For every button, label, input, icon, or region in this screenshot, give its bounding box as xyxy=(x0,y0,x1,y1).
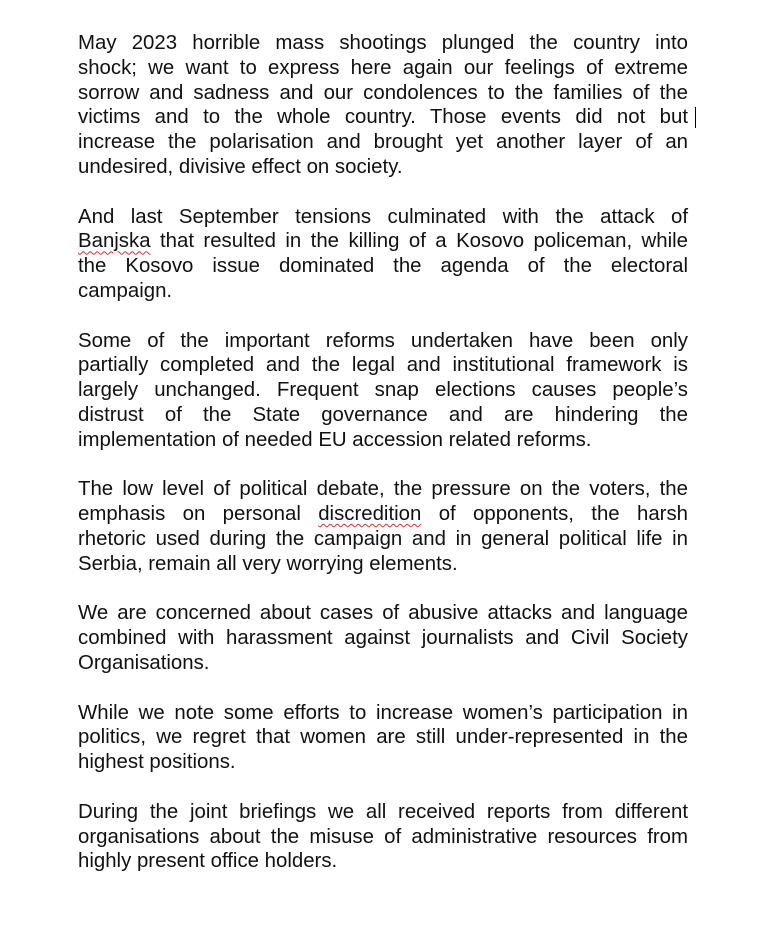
text-line: Some of the important reforms undertaken have been only xyxy=(78,329,688,352)
paragraph-shootings xyxy=(78,31,688,180)
text-line: Organisations. xyxy=(78,651,210,674)
text-line: campaign. xyxy=(78,279,173,302)
text-line: May 2023 horrible mass shootings plunged the country into xyxy=(78,32,688,54)
paragraph-political-debate xyxy=(78,477,688,576)
paragraph-briefings xyxy=(78,800,688,874)
text-line: sorrow and sadness and our condolences to the families of the xyxy=(78,81,688,104)
text-line: highly present office holders. xyxy=(78,850,338,873)
text-line: politics, we regret that women are still under-represented in the xyxy=(78,726,688,749)
text-line: organisations about the misuse of administrative resources from xyxy=(78,825,688,848)
text-line: increase the polarisation and brought yet another layer of an xyxy=(78,131,688,154)
text-line-with-caret xyxy=(78,105,688,130)
paragraph-reforms xyxy=(78,329,688,453)
text-line: undesired, divisive effect on society. xyxy=(78,155,403,178)
text-line: shock; we want to express here again our feelings of extreme xyxy=(78,56,688,79)
text-line: We are concerned about cases of abusive attacks and language xyxy=(78,602,688,625)
text-line: the Kosovo issue dominated the agenda of the electoral xyxy=(78,255,688,278)
misspelled-word[interactable]: Banjska xyxy=(78,230,151,253)
document-page[interactable] xyxy=(78,31,688,899)
text-cursor xyxy=(695,107,696,128)
text-line-content: of opponents, the harsh xyxy=(438,503,688,526)
text-line: rhetoric used during the campaign and in general political life in xyxy=(78,527,688,550)
text-line: highest positions. xyxy=(78,751,236,774)
text-line xyxy=(78,229,688,254)
text-line: While we note some efforts to increase women’s participation in xyxy=(78,701,688,724)
text-line: During the joint briefings we all received reports from different xyxy=(78,800,688,823)
text-line: And last September tensions culminated with the attack of xyxy=(78,205,688,228)
text-line-content: emphasis on personal xyxy=(78,503,301,526)
paragraph-journalists xyxy=(78,601,688,675)
paragraph-women xyxy=(78,701,688,775)
text-line xyxy=(78,502,688,527)
text-line: combined with harassment against journalists and Civil Society xyxy=(78,627,688,650)
text-line: Serbia, remain all very worrying elements. xyxy=(78,552,458,575)
text-line: distrust of the State governance and are hindering the xyxy=(78,403,688,426)
paragraph-banjska xyxy=(78,205,688,304)
misspelled-word[interactable]: discredition xyxy=(318,503,422,526)
text-line: implementation of needed EU accession related reforms. xyxy=(78,428,592,451)
text-line-content: that resulted in the killing of a Kosovo policeman, while xyxy=(159,230,689,253)
text-line-content: victims and to the whole country. Those events did not but xyxy=(78,106,688,129)
text-line: partially completed and the legal and institutional framework is xyxy=(78,354,688,377)
text-line: The low level of political debate, the pressure on the voters, the xyxy=(78,478,688,501)
text-line: largely unchanged. Frequent snap elections causes people’s xyxy=(78,379,688,402)
